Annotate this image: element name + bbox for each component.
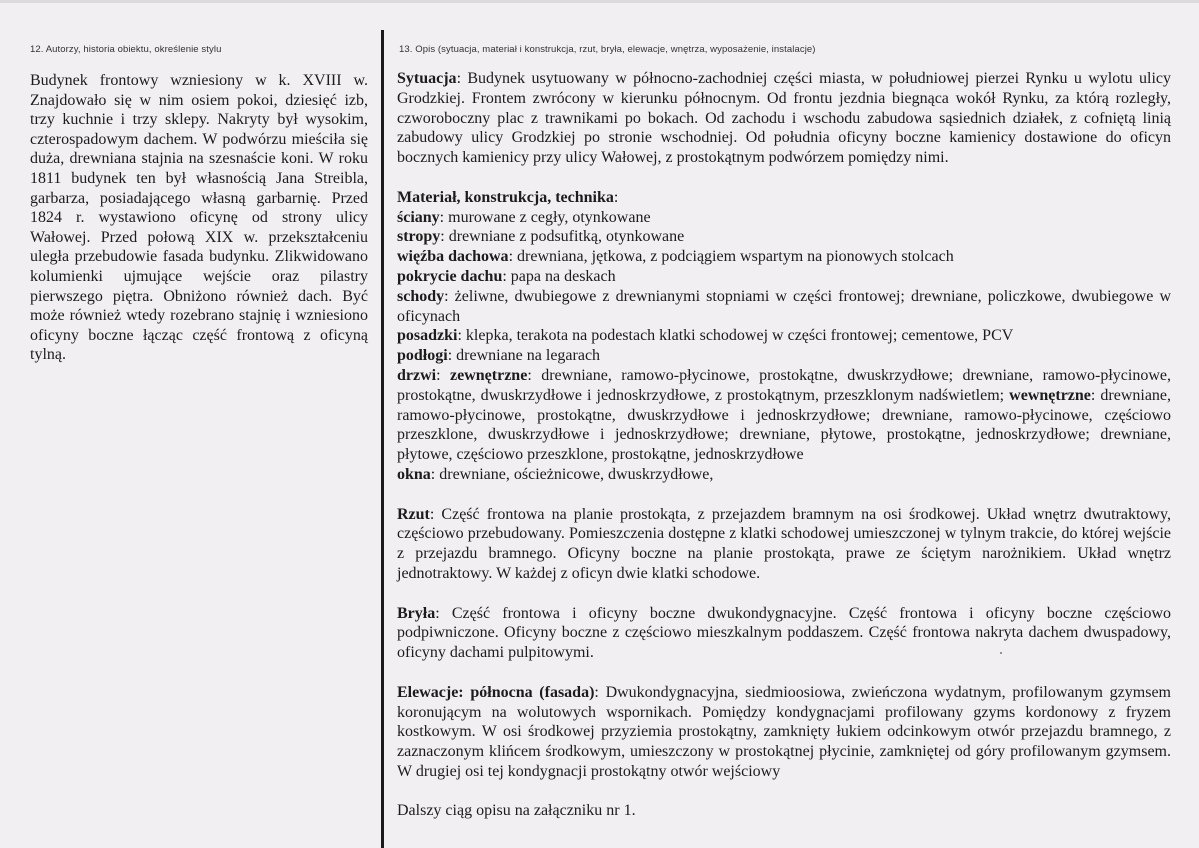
rzut-paragraph <box>397 505 1171 584</box>
paragraph-gap <box>397 485 1171 505</box>
pokrycie-text: : papa na deskach <box>502 267 616 285</box>
bryla-paragraph <box>397 604 1171 663</box>
podlogi-label: podłogi <box>397 347 448 365</box>
wewnetrzne-text: : drewniane, ramowo-płycinowe, prostokątne, dwuskrzydłowe i jednoskrzydłowe; drewniane, ramowo-płycinowe, częściowo przeszklone, dwuskrzydłowe i jednoskrzydłowe; drewniane, płytowe, prostokątne, jednoskrzydłowe; drewniane, płytowe, częściowo przeszklone, prostokątne, jednoskrzydłowe <box>397 386 1172 464</box>
sciany-label: ściany <box>397 208 440 226</box>
material-section <box>397 188 1171 485</box>
wiezba-text: : drewniana, jętkowa, z podciągiem wspartym na pionowych stolcach <box>508 248 954 266</box>
description-section-header: 13. Opis (sytuacja, materiał i konstrukcja, rzut, bryła, elewacje, wnętrza, wyposażenie, instalacje) <box>399 44 816 55</box>
drzwi-paragraph <box>397 366 1171 465</box>
schody-text: : żeliwne, dwubiegowe z drewnianymi stopniami w części frontowej; drewniane, policzkowe, dwubiegowe w oficynach <box>397 287 1171 325</box>
bryla-label: Bryła <box>397 604 436 622</box>
drzwi-separator: : <box>436 366 451 384</box>
okna-label: okna <box>397 465 431 483</box>
sytuacja-label: Sytuacja <box>397 70 457 87</box>
stropy-text: : drewniane z podsufitką, otynkowane <box>440 228 685 246</box>
elewacje-label: Elewacje: północna (fasada) <box>397 683 595 701</box>
continuation-note: Dalszy ciąg opisu na załączniku nr 1. <box>397 802 636 820</box>
posadzki-line <box>397 326 1171 346</box>
column-divider <box>381 30 384 848</box>
paragraph-gap <box>397 782 1171 802</box>
sciany-line <box>397 208 1171 228</box>
paragraph-gap <box>397 168 1171 188</box>
podlogi-text: : drewniane na legarach <box>447 347 601 365</box>
zewnetrzne-label: zewnętrzne <box>450 366 528 384</box>
history-section-header: 12. Autorzy, historia obiektu, określenie stylu <box>30 44 222 55</box>
okna-text: : drewniane, ościeżnicowe, dwuskrzydłowe, <box>430 465 714 483</box>
stropy-line <box>397 227 1171 247</box>
posadzki-text: : klepka, terakota na podestach klatki schodowej w części frontowej; cementowe, PCV <box>457 327 1014 345</box>
sytuacja-text: : Budynek usytuowany w północno-zachodniej części miasta, w południowej pierzei Rynku u wylotu ulicy Grodzkiej. Frontem zwrócony w kierunku północnym. Od frontu jezdnia biegnąca wokół Rynku, za którą rozległy, czworoboczny plac z trawnikami po bokach. Od zachodu i wschodu zabudowa sąsiednich działek, z cofniętą linią zabudowy ulicy Grodzkiej po stronie wschodniej. Od południa oficyny boczne kamienicy dostawione do oficyn bocznych kamienicy przy ulicy Wałowej, z prostokątnym podwórzem pomiędzy nimi. <box>397 70 1171 167</box>
wiezba-label: więźba dachowa <box>397 248 509 266</box>
sciany-text: : murowane z cegły, otynkowane <box>439 208 651 226</box>
scan-speck <box>1000 652 1002 654</box>
elewacje-text: : Dwukondygnacyjna, siedmioosiowa, zwieńczona wydatnym, profilowanym gzymsem koronującym na wolutowych wspornikach. Pomiędzy kondygnacjami profilowany gzyms kordonowy z fryzem kostkowym. W osi środkowej przyziemia prostokątny, zamknięty łukiem odcinkowym otwór przejazdu bramnego, z zaznaczonym klińcem środkowym, umieszczony w prostokątnej płycinie, zamkniętej od góry profilowanym gzymsem. W drugiej osi tej kondygnacji prostokątny otwór wejściowy <box>397 683 1171 780</box>
rzut-text: : Część frontowa na planie prostokąta, z przejazdem bramnym na osi środkowej. Układ wnętrz dwutraktowy, częściowo przebudowany. Pomieszczenia dostępne z klatki schodowej umieszczonej w tylnym trakcie, do której wejście z przejazdu bramnego. Oficyny boczne na planie prostokąta, prawe ze ściętym narożnikiem. Układ wnętrz jednotraktowy. W każdej z oficyn dwie klatki schodowe. <box>397 505 1171 582</box>
bryla-text: : Część frontowa i oficyny boczne dwukondygnacyjne. Część frontowa i oficyny boczne częściowo podpiwniczone. Oficyny boczne z częściowo mieszkalnym poddaszem. Część frontowa nakryta dachem dwuspadowy, oficyny dachami pulpitowymi. <box>397 604 1171 662</box>
elewacje-paragraph <box>397 683 1171 782</box>
rzut-label: Rzut <box>397 505 430 523</box>
history-column <box>30 44 368 365</box>
podlogi-line <box>397 346 1171 366</box>
schody-label: schody <box>397 287 445 305</box>
sytuacja-paragraph <box>397 69 1171 168</box>
material-heading-label: Materiał, konstrukcja, technika <box>397 188 614 206</box>
stropy-label: stropy <box>397 228 441 246</box>
wiezba-line <box>397 247 1171 267</box>
description-column <box>397 44 1171 821</box>
scan-edge <box>0 0 1199 3</box>
pokrycie-line <box>397 267 1171 287</box>
history-text: Budynek frontowy wzniesiony w k. XVIII w. Znajdowało się w nim osiem pokoi, dziesięć izb, trzy kuchnie i trzy sklepy. Nakryty był wysokim, czterospadowym dachem. W podwórzu mieściła się duża, drewniana stajnia na szesnaście koni. W roku 1811 budynek ten był własnością Jana Streibla, garbarza, posiadającego własną garbarnię. Przed 1824 r. wystawiono oficynę od strony ulicy Wałowej. Przed połową XIX w. przekształceniu uległa przebudowie fasada budynku. Zlikwidowano kolumienki ujmujące wejście oraz pilastry pierwszego piętra. Obniżono również dach. Być może również wtedy rozebrano stajnię i wzniesiono oficyny boczne łącząc część frontową z oficyną tylną. <box>30 72 368 364</box>
material-heading <box>397 188 1171 208</box>
okna-line <box>397 465 1171 485</box>
drzwi-label: drzwi <box>397 366 437 384</box>
pokrycie-label: pokrycie dachu <box>397 267 503 285</box>
schody-line <box>397 287 1171 327</box>
posadzki-label: posadzki <box>397 327 458 345</box>
paragraph-gap <box>397 584 1171 604</box>
paragraph-gap <box>397 663 1171 683</box>
zewnetrzne-text: : drewniane, ramowo-płycinowe, prostokątne, dwuskrzydłowe; drewniane, ramowo-płycinowe, prostokątne, dwuskrzydłowe i jednoskrzydłowe, z prostokątnym, przeszklonym nadświetlem; <box>397 366 1171 404</box>
material-heading-colon: : <box>613 188 619 206</box>
wewnetrzne-label: wewnętrzne <box>1009 386 1091 404</box>
